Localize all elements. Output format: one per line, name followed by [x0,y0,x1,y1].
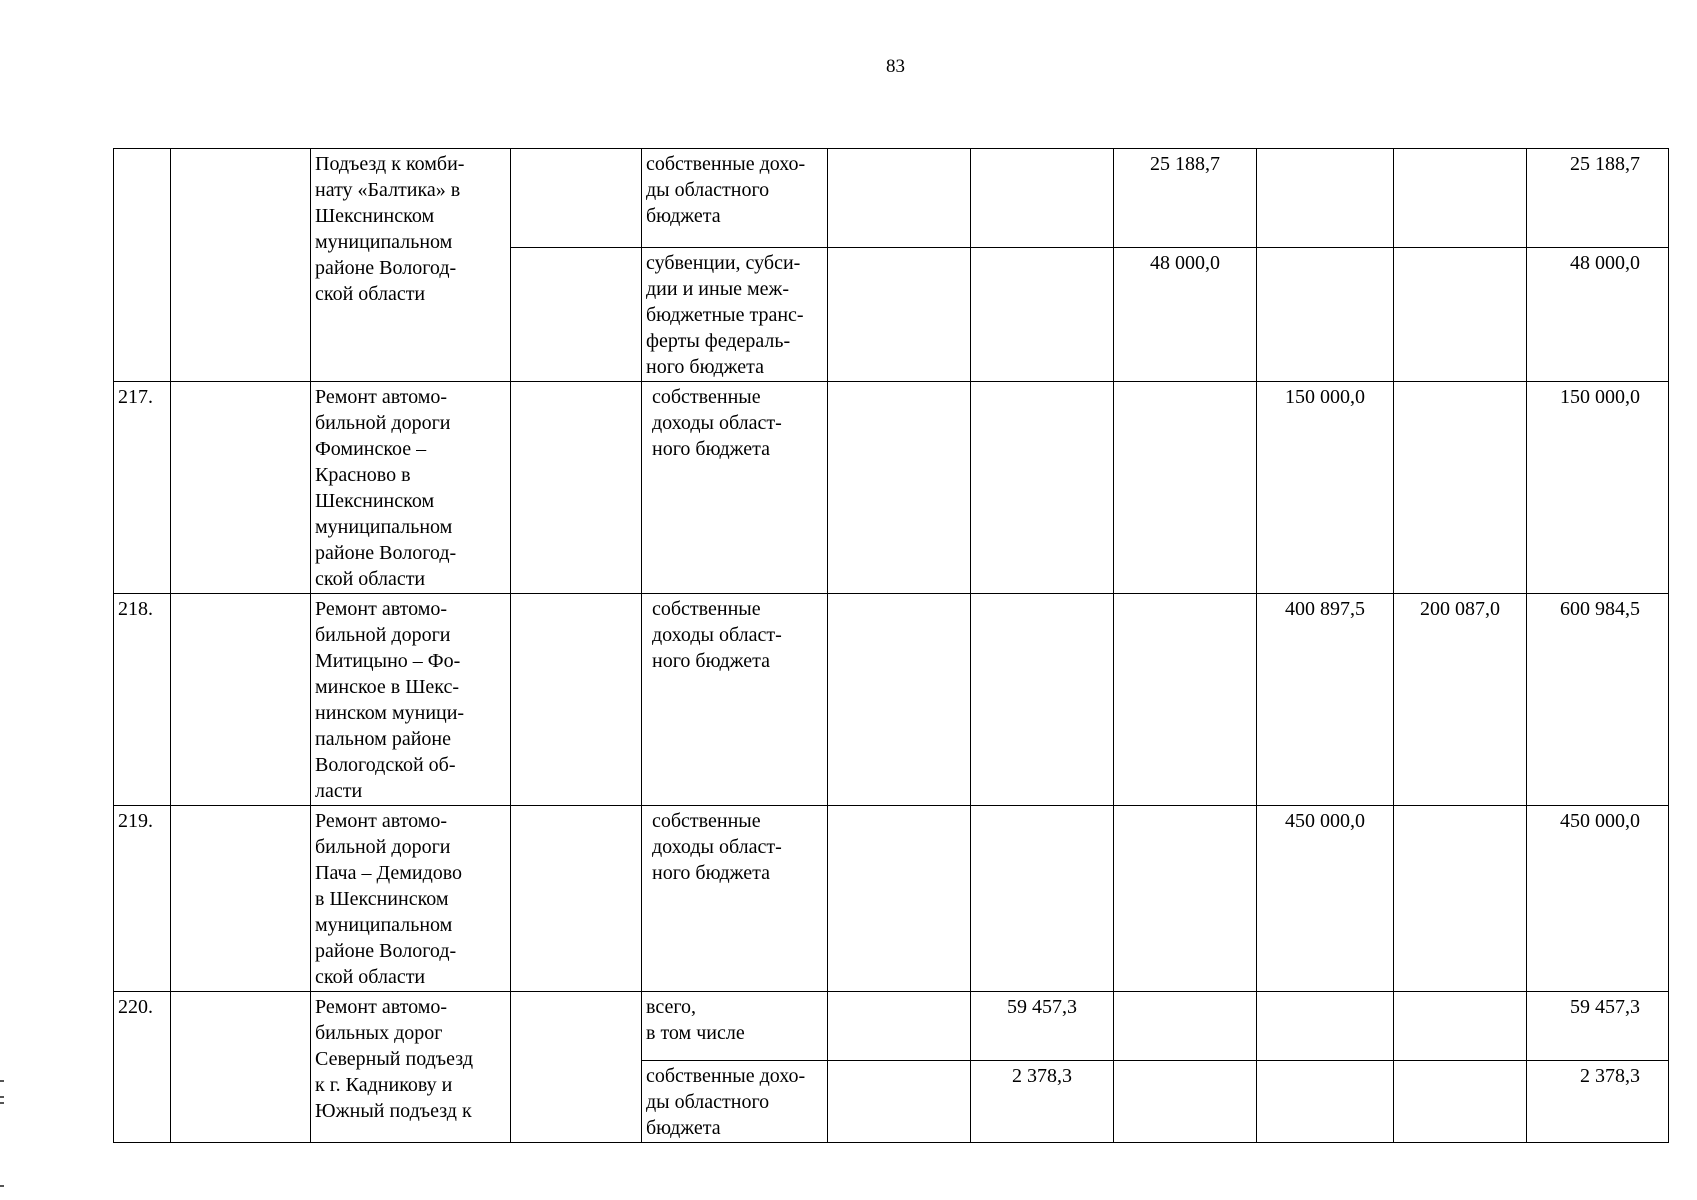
empty-cell [828,992,971,1061]
row-number: 219. [114,806,171,992]
empty-cell [828,1061,971,1143]
amount-total: 450 000,0 [1527,806,1669,992]
amount-2020 [1114,382,1257,594]
amount-2019: 2 378,3 [971,1061,1114,1143]
amount-2022 [1394,1061,1527,1143]
amount-2021: 400 897,5 [1257,594,1394,806]
empty-cell [171,382,311,594]
empty-cell [511,594,642,806]
amount-total: 2 378,3 [1527,1061,1669,1143]
row-number: 217. [114,382,171,594]
empty-cell [171,594,311,806]
row-number: 218. [114,594,171,806]
row-number: 220. [114,992,171,1143]
margin-mark [0,1102,4,1104]
amount-2020: 48 000,0 [1114,248,1257,382]
empty-cell [511,992,642,1143]
table-row [114,806,1669,992]
object-name: Ремонт автомо- бильных дорог Северный подъезд к г. Кадникову и Южный подъезд к [311,992,511,1143]
empty-cell [828,248,971,382]
amount-2020 [1114,594,1257,806]
amount-total: 48 000,0 [1527,248,1669,382]
table-row [114,149,1669,248]
amount-2021 [1257,248,1394,382]
amount-2019 [971,248,1114,382]
empty-cell [171,992,311,1143]
object-name: Ремонт автомо- бильной дороги Митицыно – Фо- минское в Шекс- нинском муници- пальном районе Вологодской об- ласти [311,594,511,806]
margin-mark [0,1185,4,1187]
empty-cell [511,382,642,594]
amount-2020 [1114,806,1257,992]
empty-cell [828,806,971,992]
amount-2021: 150 000,0 [1257,382,1394,594]
amount-2020 [1114,1061,1257,1143]
amount-2019 [971,594,1114,806]
funding-source: всего, в том числе [642,992,828,1061]
amount-2021: 450 000,0 [1257,806,1394,992]
funding-source: собственные дохо- ды областного бюджета [642,149,828,248]
amount-total: 150 000,0 [1527,382,1669,594]
empty-cell [171,806,311,992]
amount-2019 [971,149,1114,248]
row-number [114,149,171,382]
object-name: Ремонт автомо- бильной дороги Пача – Демидово в Шекснинском муниципальном районе Вологод- ской области [311,806,511,992]
amount-2020: 25 188,7 [1114,149,1257,248]
amount-2022: 200 087,0 [1394,594,1527,806]
amount-2021 [1257,992,1394,1061]
table-row [114,382,1669,594]
amount-2019 [971,382,1114,594]
object-name: Подъезд к комби- нату «Балтика» в Шекснинском муниципальном районе Вологод- ской области [311,149,511,382]
amount-2022 [1394,382,1527,594]
amount-2022 [1394,806,1527,992]
empty-cell [511,149,642,248]
funding-source: субвенции, субси- дии и иные меж- бюджетные транс- ферты федераль- ного бюджета [642,248,828,382]
amount-2019 [971,806,1114,992]
amount-2022 [1394,149,1527,248]
object-name: Ремонт автомо- бильной дороги Фоминское – Красново в Шекснинском муниципальном районе Вологод- ской области [311,382,511,594]
margin-mark [0,1080,4,1082]
table-row [114,992,1669,1061]
empty-cell [828,149,971,248]
page-number: 83 [886,56,905,77]
margin-mark [0,1096,4,1098]
amount-2022 [1394,248,1527,382]
amount-2019: 59 457,3 [971,992,1114,1061]
funding-source: собственные доходы област- ного бюджета [642,382,828,594]
funding-source: собственные доходы област- ного бюджета [642,806,828,992]
funding-source: собственные дохо- ды областного бюджета [642,1061,828,1143]
funding-source: собственные доходы област- ного бюджета [642,594,828,806]
amount-2021 [1257,149,1394,248]
table-row [114,594,1669,806]
empty-cell [828,594,971,806]
empty-cell [511,248,642,382]
budget-table [113,148,1669,1143]
amount-total: 25 188,7 [1527,149,1669,248]
empty-cell [511,806,642,992]
amount-total: 59 457,3 [1527,992,1669,1061]
amount-2020 [1114,992,1257,1061]
amount-2021 [1257,1061,1394,1143]
empty-cell [828,382,971,594]
empty-cell [171,149,311,382]
amount-total: 600 984,5 [1527,594,1669,806]
amount-2022 [1394,992,1527,1061]
